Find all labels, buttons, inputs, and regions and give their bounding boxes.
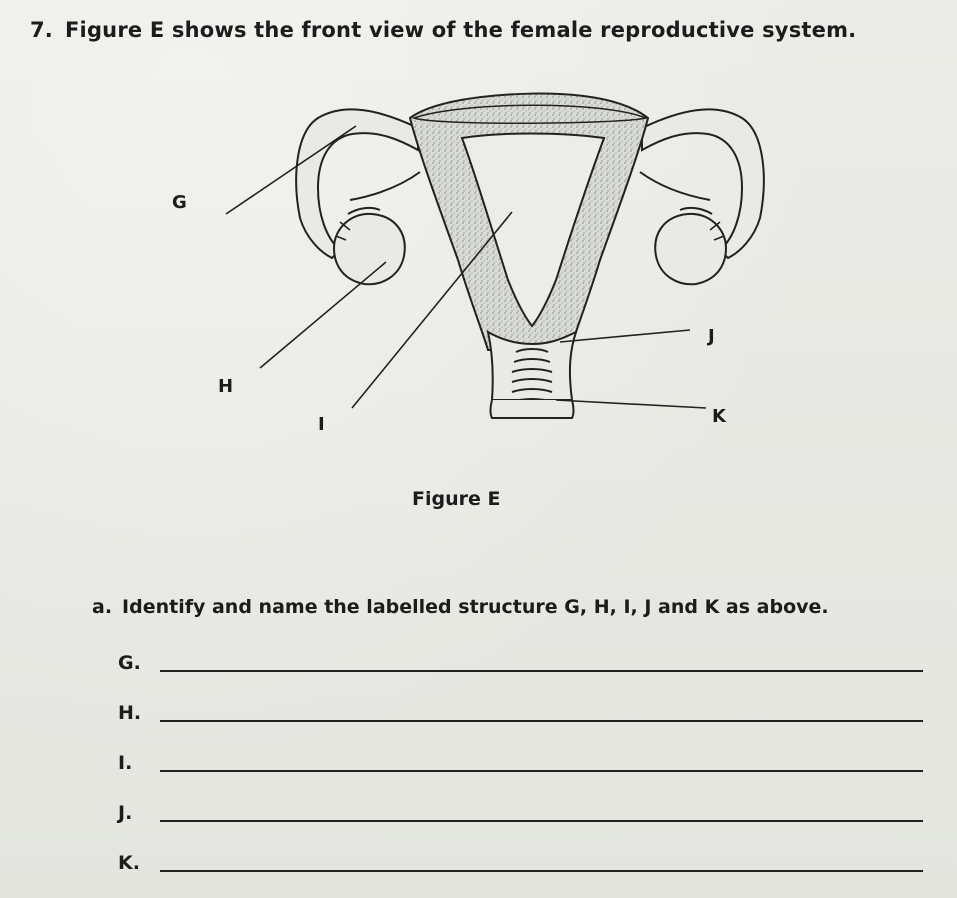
leader-line-k (556, 400, 706, 408)
answer-label-k: K. (118, 852, 140, 874)
answer-row-h (118, 696, 923, 726)
left-ovary (334, 208, 405, 284)
label-g: G (172, 192, 187, 213)
answer-label-g: G. (118, 652, 141, 674)
label-k: K (712, 406, 726, 427)
answer-label-j: J. (118, 802, 133, 824)
answer-row-j (118, 796, 923, 826)
question-number: 7. (30, 18, 53, 42)
answer-label-h: H. (118, 702, 142, 724)
sub-question-text: Identify and name the labelled structure G, H, I, J and K as above. (122, 596, 829, 618)
answer-row-g (118, 646, 923, 676)
answer-label-i: I. (118, 752, 133, 774)
answer-line-h[interactable] (160, 720, 923, 722)
right-ovary (655, 208, 726, 284)
answer-row-i (118, 746, 923, 776)
figure-caption: Figure E (412, 488, 501, 510)
sub-question (92, 596, 829, 618)
question-text: Figure E shows the front view of the female reproductive system. (65, 18, 857, 42)
label-j: J (708, 326, 715, 347)
answer-line-i[interactable] (160, 770, 923, 772)
answer-line-j[interactable] (160, 820, 923, 822)
label-h: H (218, 376, 234, 397)
leader-line-j (560, 330, 690, 342)
leader-line-g (226, 126, 356, 214)
answer-row-k (118, 846, 923, 876)
answer-line-g[interactable] (160, 670, 923, 672)
sub-question-number: a. (92, 596, 113, 618)
vagina (491, 400, 574, 418)
answer-line-k[interactable] (160, 870, 923, 872)
left-ligament (350, 172, 420, 200)
right-ligament (640, 172, 710, 200)
leader-line-h (260, 262, 386, 368)
label-i: I (318, 414, 325, 435)
